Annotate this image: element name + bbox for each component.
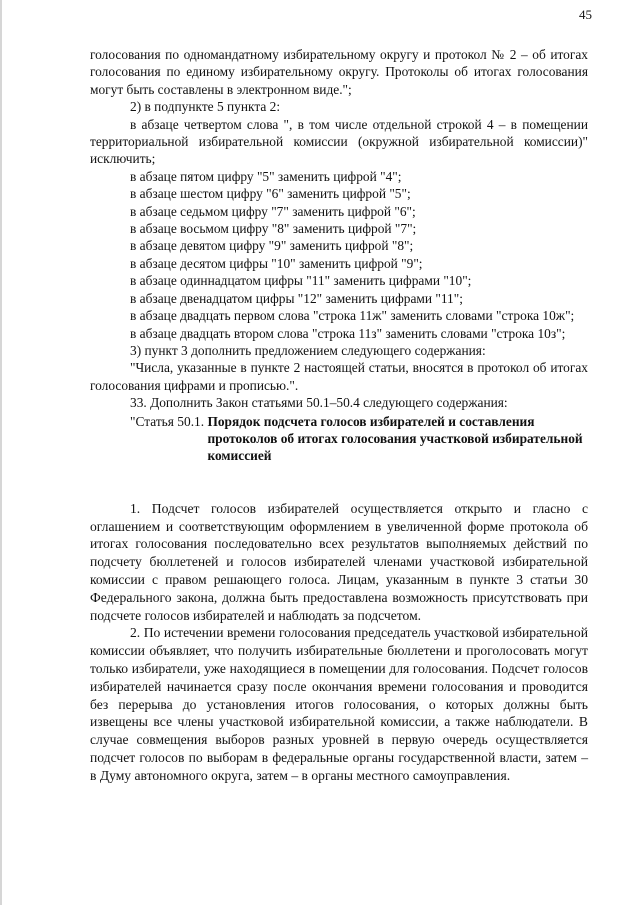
paragraph-abzac-22: в абзаце двадцать втором слова "строка 11з" заменить словами "строка 10з"; xyxy=(130,325,566,341)
paragraph-subpoint-2: 2) в подпункте 5 пункта 2: xyxy=(130,99,281,115)
paragraph-abzac-11: в абзаце одиннадцатом цифры "11" заменить цифрами "10"; xyxy=(130,273,472,289)
article-point-1: 1. Подсчет голосов избирателей осуществляется открыто и гласно с оглашением и соответствующим оформлением в увеличенной форме протокола об итогах голосования последовательно всех результатов выполняемых действий по подсчету бюллетеней и голосов избирателей членами участковой избирательной комиссии с правом решающего голоса. Лицам, указанным в пункте 3 статьи 30 Федерального закона, должна быть предоставлена возможность присутствовать при подсчете голосов избирателей и наблюдать за подсчетом. xyxy=(90,500,588,623)
paragraph-abzac-8: в абзаце восьмом цифру "8" заменить цифрой "7"; xyxy=(130,221,417,237)
paragraph-abzac-5: в абзаце пятом цифру "5" заменить цифрой "4"; xyxy=(130,168,402,184)
paragraph-abzac-7: в абзаце седьмом цифру "7" заменить цифрой "6"; xyxy=(130,203,416,219)
paragraph-abzac-6: в абзаце шестом цифру "6" заменить цифрой "5"; xyxy=(130,186,411,202)
paragraph-abzac-9: в абзаце девятом цифру "9" заменить цифрой "8"; xyxy=(130,238,414,254)
article-heading xyxy=(90,413,588,465)
paragraph-item-33: 33. Дополнить Закон статьями 50.1–50.4 следующего содержания: xyxy=(130,395,508,411)
page-number: 45 xyxy=(579,7,592,22)
article-title: Порядок подсчета голосов избирателей и составления протоколов об итогах голосования участковой избирательной комиссией xyxy=(207,413,583,464)
paragraph-abzac-12: в абзаце двенадцатом цифры "12" заменить цифрами "11"; xyxy=(130,290,463,306)
article-number: "Статья 50.1. xyxy=(130,413,208,429)
paragraph-quote: "Числа, указанные в пункте 2 настоящей статьи, вносятся в протокол об итогах голосования цифрами и прописью.". xyxy=(90,360,588,393)
paragraph-abzac-4: в абзаце четвертом слова ", в том числе отдельной строкой 4 – в помещении территориальной избирательной комиссии (окружной избирательной комиссии)" исключить; xyxy=(90,116,588,167)
article-body xyxy=(90,500,588,785)
paragraph-continuation: голосования по одномандатному избирательному округу и протокол № 2 – об итогах голосования по единому избирательному округу. Протоколы об итогах голосования могут быть составлены в электронном виде."; xyxy=(90,47,588,97)
paragraph-abzac-10: в абзаце десятом цифры "10" заменить цифрой "9"; xyxy=(130,255,423,271)
article-point-2: 2. По истечении времени голосования председатель участковой избирательной комиссии объявляет, что получить избирательные бюллетени и проголосовать могут только избиратели, уже находящиеся в помещении для голосования. Подсчет голосов избирателей начинается сразу после окончания времени голосования и проводится без перерыва до установления итогов голосования, о которых должны быть извещены все члены участковой избирательной комиссии, а также наблюдатели. В случае совмещения выборов разных уровней в первую очередь осуществляется подсчет голосов по выборам в федеральные органы государственной власти, затем – в Думу автономного округа, затем – в органы местного самоуправления. xyxy=(90,625,588,783)
paragraph-subpoint-3: 3) пункт 3 дополнить предложением следующего содержания: xyxy=(130,342,486,358)
paragraph-abzac-21: в абзаце двадцать первом слова "строка 11ж" заменить словами "строка 10ж"; xyxy=(130,308,575,324)
spacer xyxy=(90,465,588,500)
